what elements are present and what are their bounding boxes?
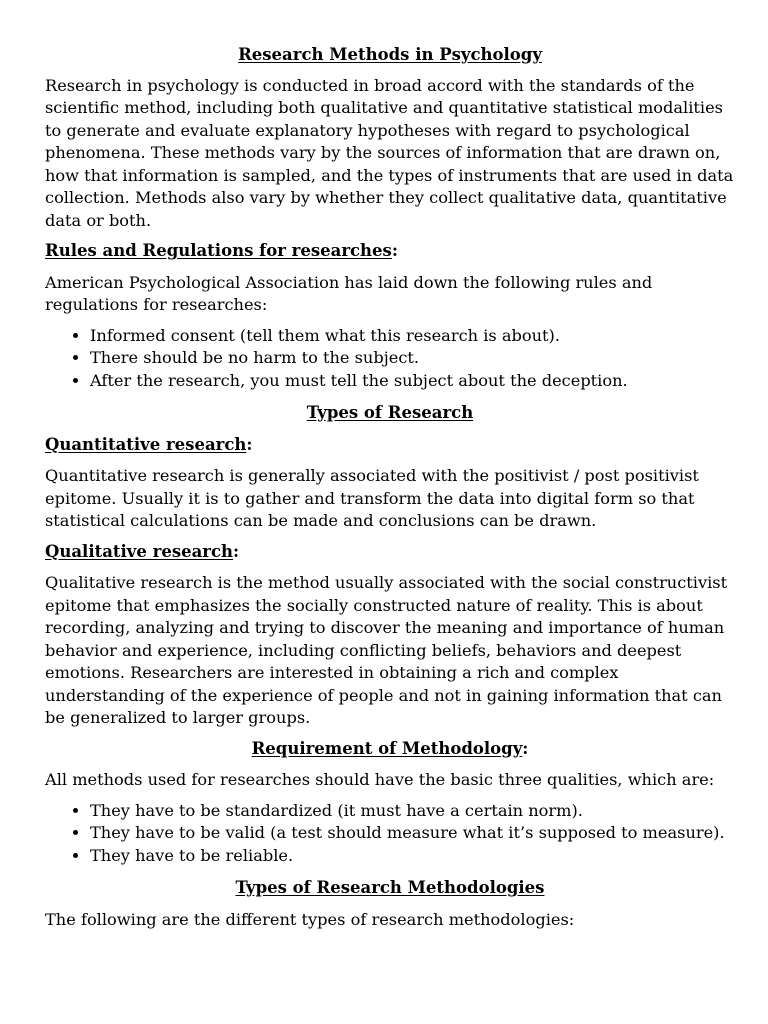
requirement-paragraph: All methods used for researches should have the basic three qualities, which are: [45, 770, 715, 789]
quantitative-heading: Quantitative research: [45, 434, 253, 454]
methodologies-paragraph: The following are the different types of research methodologies: [45, 909, 575, 929]
quantitative-paragraph: Quantitative research is generally associated with the positivist / post positivist epitome. Usually it is to gather and transform the data into digital form so that statistical calculations can be made and conclusions can be drawn. [45, 466, 699, 530]
requirement-list [45, 800, 735, 868]
list-item: • After the research, you must tell the subject about the deception. [90, 370, 735, 393]
intro-paragraph: Research in psychology is conducted in broad accord with the standards of the scientific method, including both qualitative and quantitative statistical modalities to generate and evaluate explanatory hypotheses with regard to psychological phenomena. These methods vary by the sources of information that are drawn on, how that information is sampled, and the types of instruments that are used in data collection. Methods also vary by whether they collect qualitative data, quantitative data or both. [45, 75, 734, 230]
types-of-research-heading: Types of Research [306, 403, 474, 422]
list-item: • Informed consent (tell them what this research is about). [90, 325, 735, 348]
list-item: • There should be no harm to the subject. [90, 347, 735, 370]
list-item: • They have to be valid (a test should measure what it’s supposed to measure). [90, 822, 735, 845]
document-page [45, 44, 735, 939]
methodologies-heading: Types of Research Methodologies [235, 878, 545, 897]
qualitative-heading: Qualitative research: [45, 541, 240, 561]
list-item: • They have to be standardized (it must have a certain norm). [90, 800, 735, 823]
rules-list [45, 325, 735, 393]
rules-paragraph: American Psychological Association has laid down the following rules and regulations for researches: [45, 272, 653, 314]
rules-heading: Rules and Regulations for researches: [45, 241, 398, 260]
document-title: Research Methods in Psychology [238, 45, 542, 64]
list-item: • They have to be reliable. [90, 845, 735, 868]
requirement-heading: Requirement of Methodology: [251, 738, 529, 758]
qualitative-paragraph: Qualitative research is the method usually associated with the social constructivist epitome that emphasizes the socially constructed nature of reality. This is about recording, analyzing and trying to discover the meaning and importance of human behavior and experience, including conflicting beliefs, behaviors and deepest emotions. Researchers are interested in obtaining a rich and complex understanding of the experience of people and not in gaining information that can be generalized to larger groups. [45, 573, 728, 727]
